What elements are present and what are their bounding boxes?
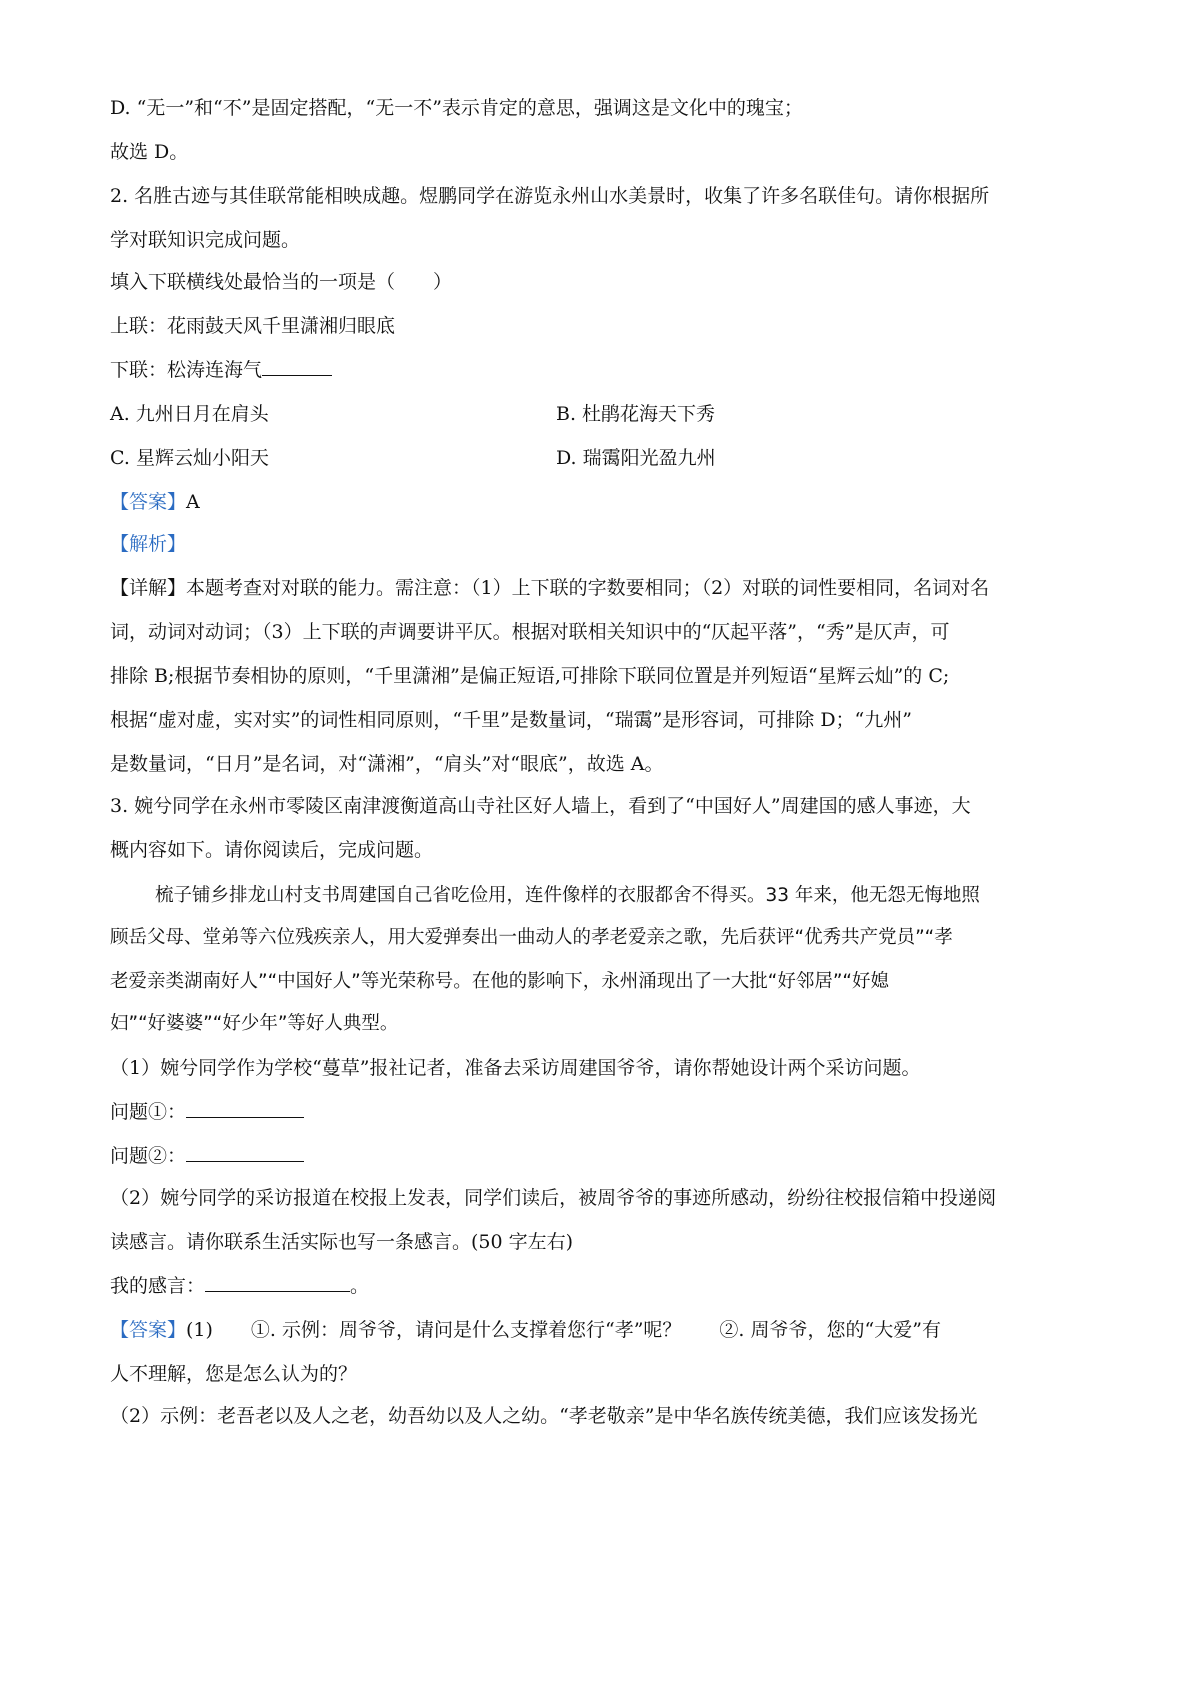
answer-text: (1) ①. 示例：周爷爷，请问是什么支撑着您行“孝”呢？ ②. 周爷爷，您的“大爱”有 [186, 1319, 941, 1341]
answer-blank [262, 357, 332, 376]
question-1-blank [186, 1099, 304, 1118]
text-line: 读感言。请你联系生活实际也写一条感言。(50 字左右) [110, 1231, 574, 1253]
option-d: D. 瑞霭阳光盈九州 [556, 447, 716, 469]
answer-3-line: （2）示例：老吾老以及人之老，幼吾幼以及人之幼。“孝老敬亲”是中华名族传统美德，我们应该发扬光 [110, 1405, 978, 1427]
option-c: C. 星辉云灿小阳天 [110, 447, 269, 469]
text-line: 填入下联横线处最恰当的一项是（ ） [110, 271, 453, 293]
reflection-end: 。 [350, 1275, 370, 1297]
detail-line: 根据“虚对虚，实对实”的词性相同原则，“千里”是数量词，“瑞霭”是形容词，可排除 D；“九州” [110, 709, 912, 731]
option-b: B. 杜鹃花海天下秀 [556, 403, 716, 425]
question-2-blank [186, 1143, 304, 1162]
passage-line: 梳子铺乡排龙山村支书周建国自己省吃俭用，连件像样的衣服都舍不得买。33 年来，他无怨无悔地照 [155, 885, 980, 906]
question-1-line [110, 1098, 304, 1126]
lower-couplet-text: 下联：松涛连海气 [110, 359, 263, 381]
passage-line: 妇”“好婆婆”“好少年”等好人典型。 [110, 1013, 399, 1034]
passage-line: 老爱亲类湖南好人”“中国好人”等光荣称号。在他的影响下，永州涌现出了一大批“好邻居”“好媳 [110, 971, 890, 992]
detail-line: 词，动词对动词；（3）上下联的声调要讲平仄。根据对联相关知识中的“仄起平落”，“秀”是仄声，可 [110, 621, 950, 643]
question-2-line [110, 1142, 304, 1170]
passage-line: 顾岳父母、堂弟等六位残疾亲人，用大爱弹奏出一曲动人的孝老爱亲之歌，先后获评“优秀共产党员”“孝 [110, 927, 953, 948]
answer-text: A [186, 491, 200, 513]
question-3-stem: 3. 婉兮同学在永州市零陵区南津渡衡道高山寺社区好人墙上，看到了“中国好人”周建国的感人事迹，大 [110, 795, 971, 817]
question-1-label: 问题①： [110, 1101, 187, 1123]
answer-3-line [110, 1316, 941, 1344]
answer-tag: 【答案】 [110, 1319, 187, 1341]
sub-question-1: （1）婉兮同学作为学校“蔓草”报社记者，准备去采访周建国爷爷，请你帮她设计两个采访问题。 [110, 1057, 921, 1079]
lower-couplet [110, 356, 332, 384]
detail-line: 是数量词，“日月”是名词，对“潇湘”，“肩头”对“眼底”，故选 A。 [110, 753, 664, 775]
text-line: D. “无一”和“不”是固定搭配，“无一不”表示肯定的意思，强调这是文化中的瑰宝； [110, 97, 803, 119]
answer-line [110, 488, 200, 516]
upper-couplet: 上联：花雨鼓天风千里潇湘归眼底 [110, 315, 396, 337]
sub-question-2: （2）婉兮同学的采访报道在校报上发表，同学们读后，被周爷爷的事迹所感动，纷纷往校报信箱中投递阅 [110, 1187, 997, 1209]
answer-tag: 【答案】 [110, 491, 187, 513]
text-line: 概内容如下。请你阅读后，完成问题。 [110, 839, 434, 861]
detail-line: 【详解】本题考查对对联的能力。需注意：（1）上下联的字数要相同；（2）对联的词性要相同，名词对名 [110, 577, 990, 599]
reflection-line [110, 1272, 369, 1300]
answer-3-line: 人不理解，您是怎么认为的？ [110, 1363, 358, 1385]
analysis-tag: 【解析】 [110, 533, 187, 555]
option-a: A. 九州日月在肩头 [110, 403, 269, 425]
text-line: 学对联知识完成问题。 [110, 229, 301, 251]
question-2-stem: 2. 名胜古迹与其佳联常能相映成趣。煜鹏同学在游览永州山水美景时，收集了许多名联佳句。请你根据所 [110, 185, 990, 207]
question-2-label: 问题②： [110, 1145, 187, 1167]
reflection-label: 我的感言： [110, 1275, 206, 1297]
text-line: 故选 D。 [110, 141, 189, 163]
reflection-blank [205, 1273, 350, 1292]
detail-line: 排除 B;根据节奏相协的原则，“千里潇湘”是偏正短语,可排除下联同位置是并列短语“星辉云灿”的 C; [110, 665, 950, 687]
